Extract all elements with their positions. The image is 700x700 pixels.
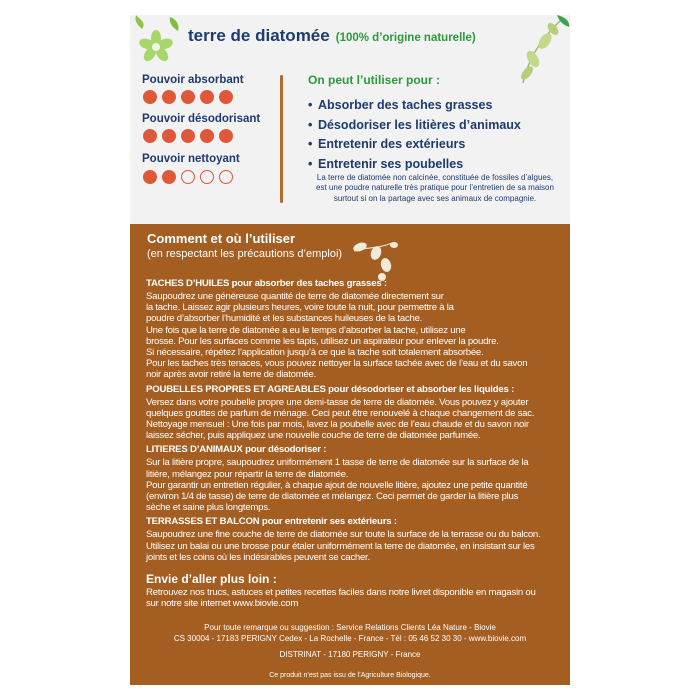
contact-line: Pour toute remarque ou suggestion : Service Relations Clients Léa Nature - Biovie [204,623,496,632]
rating-dot-filled [181,129,195,143]
rating-dot-filled [181,90,195,104]
text-line: Pour garantir un entretien régulier, à chaque ajout de nouvelle litière, ajoutez une petite quantité [146,479,528,491]
more-title: Envie d’aller plus loin : [146,572,277,587]
absorbent-rating [143,90,233,104]
text-line: quelques gouttes de parfum de ménage. Ceci peut être renouvelé à chaque changement de sac. [146,407,535,419]
text-line: poudre d’absorber l’humidité et les substances huileuses de la tache. [146,313,423,325]
text-line: sèche et saine plus longtemps. [146,502,271,514]
text-line: Versez dans votre poubelle propre une demi-tasse de terre de diatomée. Vous pouvez y ajouter [146,396,529,408]
rating-dot-filled [162,90,176,104]
section-text [146,291,556,381]
use-item: • Entretenir des extérieurs [308,137,466,151]
text-line: laissez sécher, puis appliquez une nouvelle couche de terre de diatomée parfumée. [146,430,481,442]
section-heading: LITIERES D’ANIMAUX pour désodoriser : [146,444,327,456]
text-line: litière, mélangez pour répartir la terre de diatomée. [146,468,349,480]
text-line: Sur la litière propre, saupoudrez uniformément 1 tasse de terre de diatomée sur la surface de la [146,457,529,469]
product-title [188,26,476,46]
contact-line: CS 30004 - 17183 PERIGNY Cedex - La Rochelle - France - Tél : 05 46 52 30 30 - www.biovie.com [173,633,527,643]
distributor-line: DISTRINAT - 17180 PERIGNY - France [279,650,421,659]
rating-dot-filled [143,90,157,104]
contact-footer [130,623,570,661]
more-text [146,587,556,609]
rating-dot-filled [143,129,157,143]
bio-note: Ce produit n’est pas issu de l’Agriculture Biologique. [269,672,431,679]
usage-content [146,277,556,609]
absorbent-label: Pouvoir absorbant [142,74,244,86]
usage-title: Comment et où l’utiliser [147,231,296,246]
rating-dot-filled [162,129,176,143]
rating-dot-filled [200,129,214,143]
rating-dot-filled [143,170,157,184]
text-line: Saupoudrez une fine couche de terre de diatomée sur toute la surface de la terrasse ou du balcon. [146,529,541,541]
cleaning-label: Pouvoir nettoyant [142,153,240,165]
flower-icon [132,15,182,67]
text-line: Si nécessaire, répétez l’application jusqu’à ce que la tache soit totalement absorbée. [146,347,484,359]
divider [280,75,283,203]
text-line: Retrouvez nos trucs, astuces et petites recettes faciles dans notre livret disponible en magasin ou [146,587,536,599]
section-text [146,457,556,513]
cleaning-rating [143,170,233,184]
uses-list [308,96,521,174]
rating-dot-filled [200,90,214,104]
product-name: terre de diatomée [188,26,330,45]
text-line: joints et les coins où les indésirables peuvent se cacher. [146,551,370,563]
text-line: la tache. Laissez agir plusieurs heures, voire toute la nuit, pour permettre à la [146,302,454,314]
section-heading: POUBELLES PROPRES ET AGREABLES pour désodoriser et absorber les liquides : [146,383,515,395]
text-line: Saupoudrez une généreuse quantité de terre de diatomée directement sur [146,291,444,302]
text-line: Pour les taches très tenaces, vous pouvez nettoyer la surface tachée avec de l’eau et du savon [146,358,528,370]
use-item: • Absorber des taches grasses [308,98,493,112]
label-panel [130,15,570,685]
use-item: • Entretenir ses poubelles [308,156,464,171]
text-line: Nettoyage mensuel : Une fois par mois, lavez la poubelle avec de l’eau chaude et du savon noir [146,419,529,431]
leaf-branch-icon [505,15,570,85]
rating-dot-empty [219,170,233,184]
text-line: noir après avoir retiré la terre de diatomée. [146,369,317,381]
section-text [146,529,556,563]
rating-dot-filled [219,90,233,104]
text-line: Utilisez un balai ou une brosse pour étaler uniformément la terre de diatomée, en insistant sur les [146,540,535,552]
text-line: (environ 1/4 de tasse) de terre de diatomée et mélangez. Ceci permet de garder la litière plus [146,491,519,503]
text-line: Une fois que la terre de diatomée a eu le temps d’absorber la tache, utilisez une [146,324,466,336]
uses-title: On peut l’utiliser pour : [308,73,440,87]
text-line: brosse. Pour les surfaces comme les tapis, utilisez un aspirateur pour enlever la poudre. [146,335,499,347]
usage-subtitle: (en respectant les précautions d’emploi) [147,248,343,260]
deodorant-rating [143,129,233,143]
section-text [146,397,556,442]
rating-dot-filled [219,129,233,143]
product-description: La terre de diatomée non calcinée, constituée de fossiles d’algues, est une poudre naturelle très pratique pour l’entretien de sa maison surtout si on la partage avec ses animaux de compagnie. [316,173,554,203]
deodorant-label: Pouvoir désodorisant [142,113,261,125]
rating-dot-filled [162,170,176,184]
section-heading: TERRASSES ET BALCON pour entretenir ses extérieurs : [146,516,397,528]
product-origin: (100% d’origine naturelle) [335,32,476,44]
use-item: • Désodoriser les litières d’animaux [308,117,521,132]
rating-dot-empty [200,170,214,184]
section-heading: TACHES D’HUILES pour absorber des taches grasses : [146,278,387,289]
text-line: sur notre site internet www.biovie.com [146,598,299,610]
seed-pods-icon [352,239,402,281]
rating-dot-empty [181,170,195,184]
